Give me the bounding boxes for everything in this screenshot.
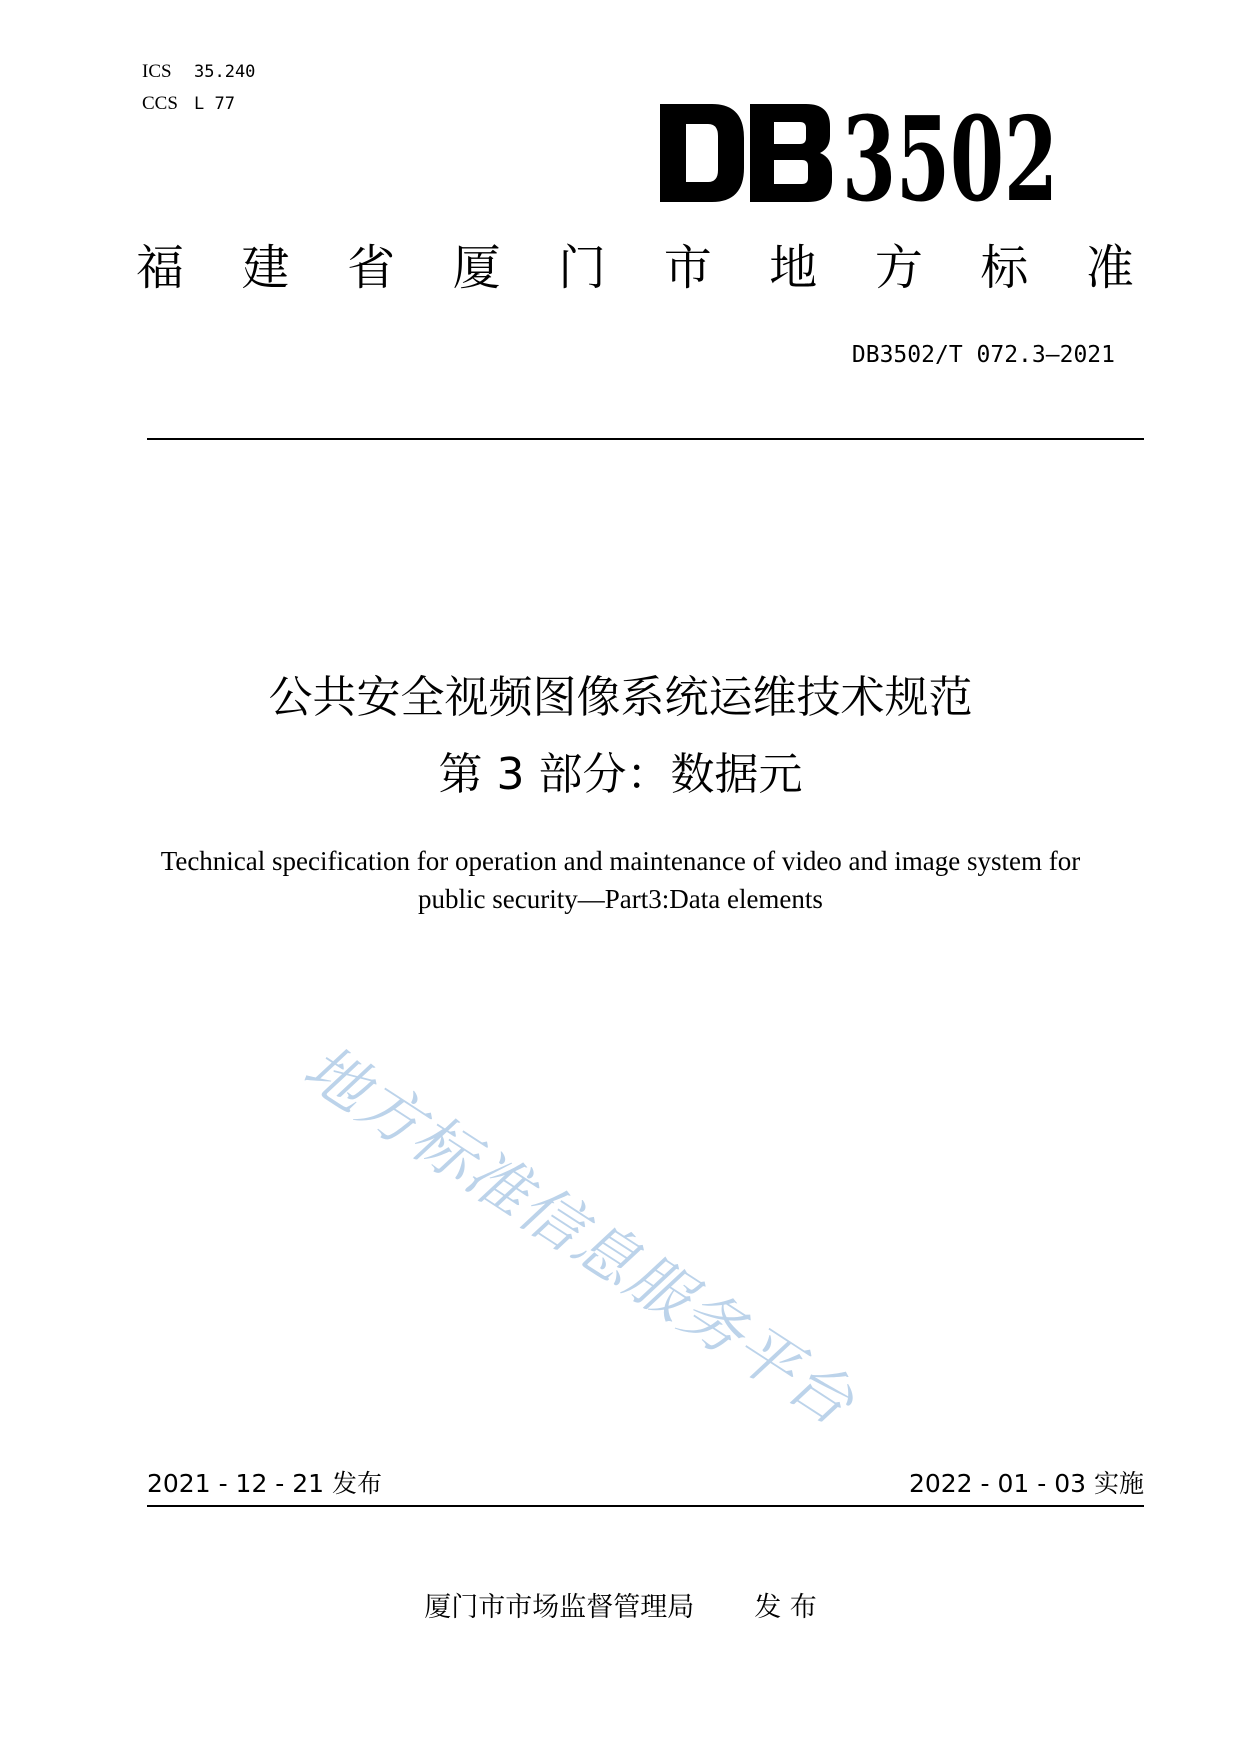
watermark-text: 地方标准信息服务平台 (291, 1030, 868, 1441)
standard-type-char: 建 (241, 240, 290, 296)
db-logo-graphic (660, 92, 1060, 228)
ccs-label: CCS (142, 93, 178, 114)
document-title-en-line2: public security—Part3:Data elements (418, 884, 823, 914)
issuer (0, 1590, 1241, 1626)
issuing-action: 发 布 (754, 1592, 817, 1623)
standard-type-char: 门 (558, 240, 607, 296)
issue-date: 2021 - 12 - 21 发布 (147, 1469, 383, 1498)
footer-divider (147, 1505, 1144, 1507)
watermark (291, 1010, 1018, 1441)
standard-type-char: 方 (874, 240, 923, 296)
standard-type-char: 省 (347, 240, 396, 296)
ics-value: 35.240 (194, 62, 256, 82)
document-part-title-zh: 第 3 部分：数据元 (438, 749, 803, 800)
header-divider (147, 438, 1144, 440)
db-standard-logo (660, 92, 1060, 228)
implementation-date: 2022 - 01 - 03 实施 (908, 1469, 1144, 1498)
standard-number: DB3502/T 072.3—2021 (851, 342, 1115, 368)
ics-classification (142, 60, 255, 84)
ccs-classification (142, 92, 235, 116)
ics-label: ICS (142, 61, 172, 82)
standard-type-heading (130, 238, 1140, 298)
document-title-en-line1: Technical specification for operation and maintenance of video and image system for (160, 846, 1081, 876)
standard-type-char: 地 (769, 240, 818, 296)
standard-type-char: 福 (135, 240, 184, 296)
document-title-zh: 公共安全视频图像系统运维技术规范 (268, 672, 973, 723)
standard-type-char: 市 (663, 240, 712, 296)
db-logo-digits: 3502 (842, 92, 1058, 228)
ccs-value: L 77 (194, 94, 235, 114)
standard-type-char: 标 (980, 240, 1029, 296)
standard-type-char: 准 (1085, 240, 1134, 296)
issuing-organization: 厦门市市场监督管理局 (424, 1592, 695, 1623)
standard-type-char: 厦 (452, 240, 501, 296)
